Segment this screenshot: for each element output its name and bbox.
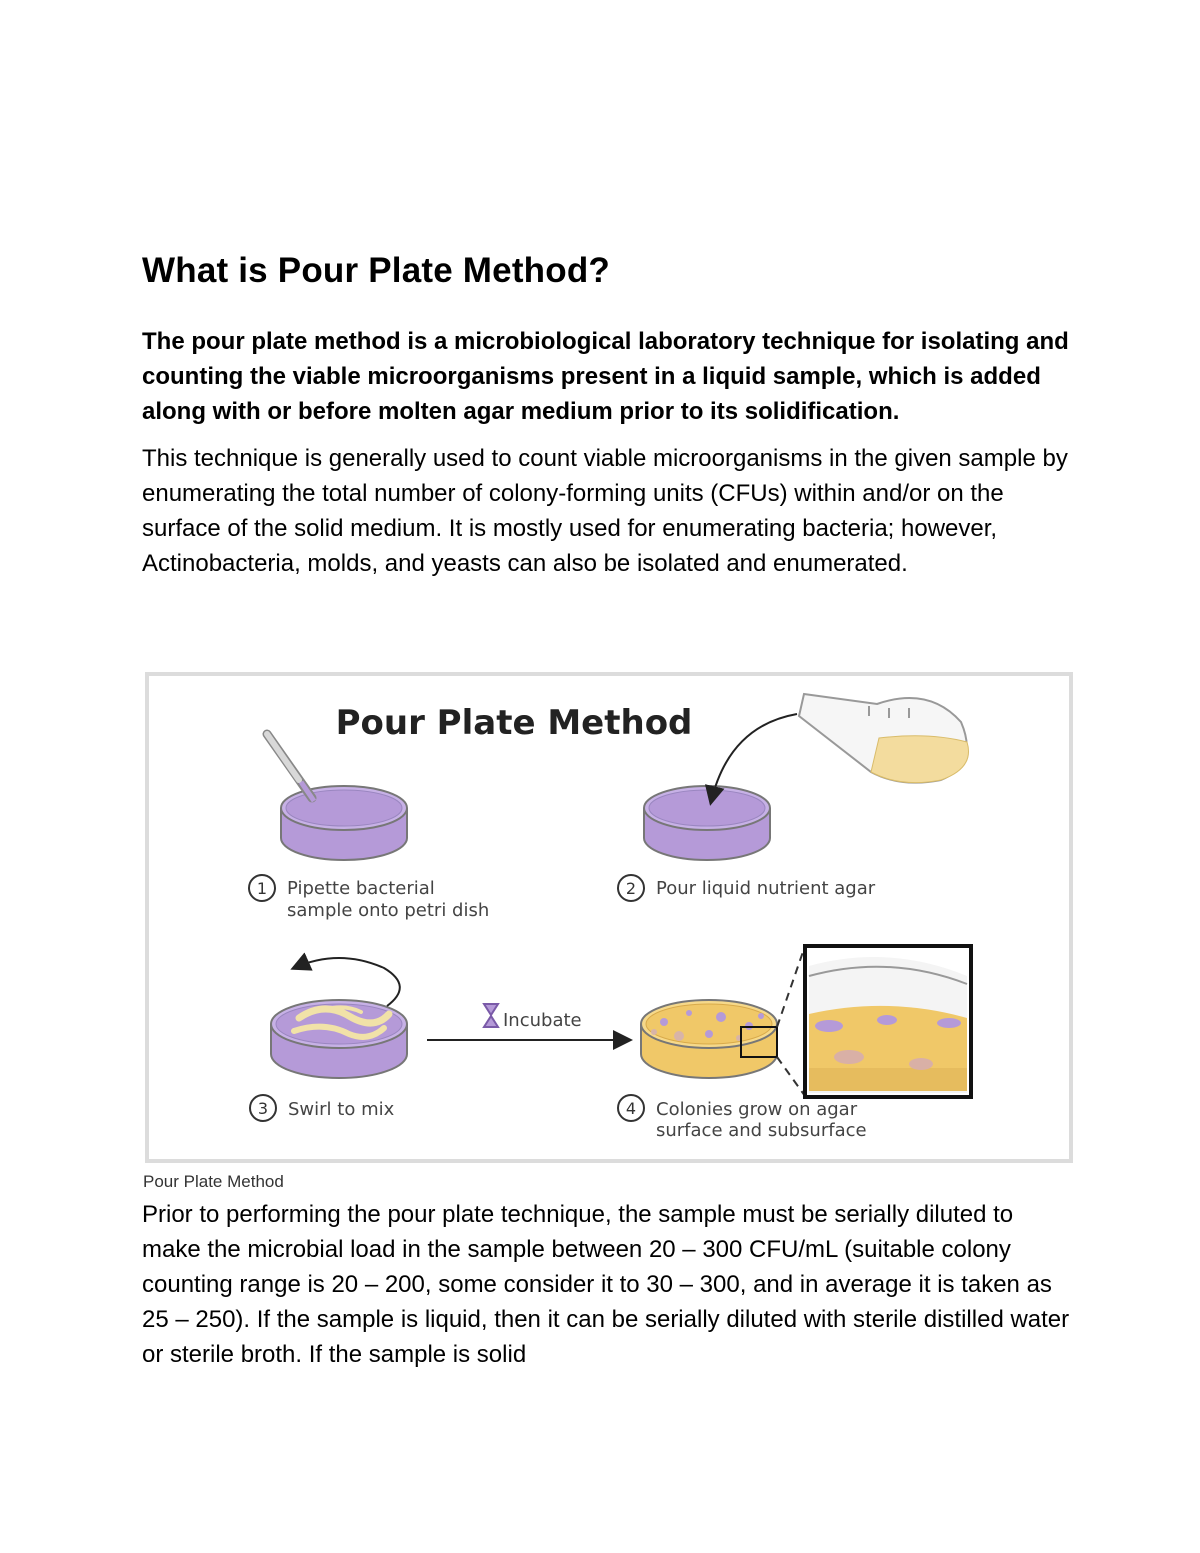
figure-title: Pour Plate Method <box>335 703 693 743</box>
flask-icon <box>799 694 969 783</box>
swirl-arrow <box>294 958 400 1006</box>
zoom-inset <box>805 946 971 1097</box>
petri-dish-step1-icon <box>281 786 407 860</box>
step4-label-line2: surface and subsurface <box>656 1120 867 1141</box>
step1-number: 1 <box>256 879 268 898</box>
body-paragraph-1: This technique is generally used to count viable microorganisms in the given sample by enumerating the total number of colony-forming units (CFUs) within and/or on the surface of the solid medium. It is mostly used for enumerating bacteria; however, Actinobacteria, molds, and yeasts can also be isolated and enumerated. <box>142 445 1068 577</box>
page-title: What is Pour Plate Method? <box>142 251 610 290</box>
body-paragraph-2: Prior to performing the pour plate technique, the sample must be serially diluted to make the microbial load in the sample between 20 – 300 CFU/mL (suitable colony counting range is 20 – 200, some consider it to 30 – 300, and in average it is taken as 25 – 250). If the sample is liquid, then it can be serially diluted with sterile distilled water or sterile broth. If the sample is solid <box>142 1201 1070 1368</box>
step4-label-line1: Colonies grow on agar <box>656 1099 858 1120</box>
step1-label-line1: Pipette bacterial <box>287 878 435 899</box>
petri-dish-step3-icon <box>271 1000 407 1078</box>
zoom-line-top <box>777 946 805 1027</box>
hourglass-icon <box>484 1004 498 1027</box>
step3-number: 3 <box>257 1099 269 1118</box>
step2-label-line1: Pour liquid nutrient agar <box>656 878 876 899</box>
pour-plate-figure <box>145 672 1073 1163</box>
zoom-line-bottom <box>777 1057 805 1096</box>
incubate-label: Incubate <box>503 1010 582 1031</box>
article-body <box>142 248 1072 581</box>
pipette-icon <box>267 734 314 801</box>
figure-caption: Pour Plate Method <box>143 1172 284 1191</box>
petri-dish-step4-icon <box>641 1000 777 1078</box>
step2-number: 2 <box>625 879 637 898</box>
lead-paragraph: The pour plate method is a microbiological laboratory technique for isolating and counting the viable microorganisms present in a liquid sample, which is added along with or before molten agar medium prior to its solidification. <box>142 328 1069 425</box>
step4-number: 4 <box>625 1099 637 1118</box>
petri-dish-step2-icon <box>644 786 770 860</box>
step3-label-line1: Swirl to mix <box>288 1099 395 1120</box>
step1-label-line2: sample onto petri dish <box>287 900 490 921</box>
